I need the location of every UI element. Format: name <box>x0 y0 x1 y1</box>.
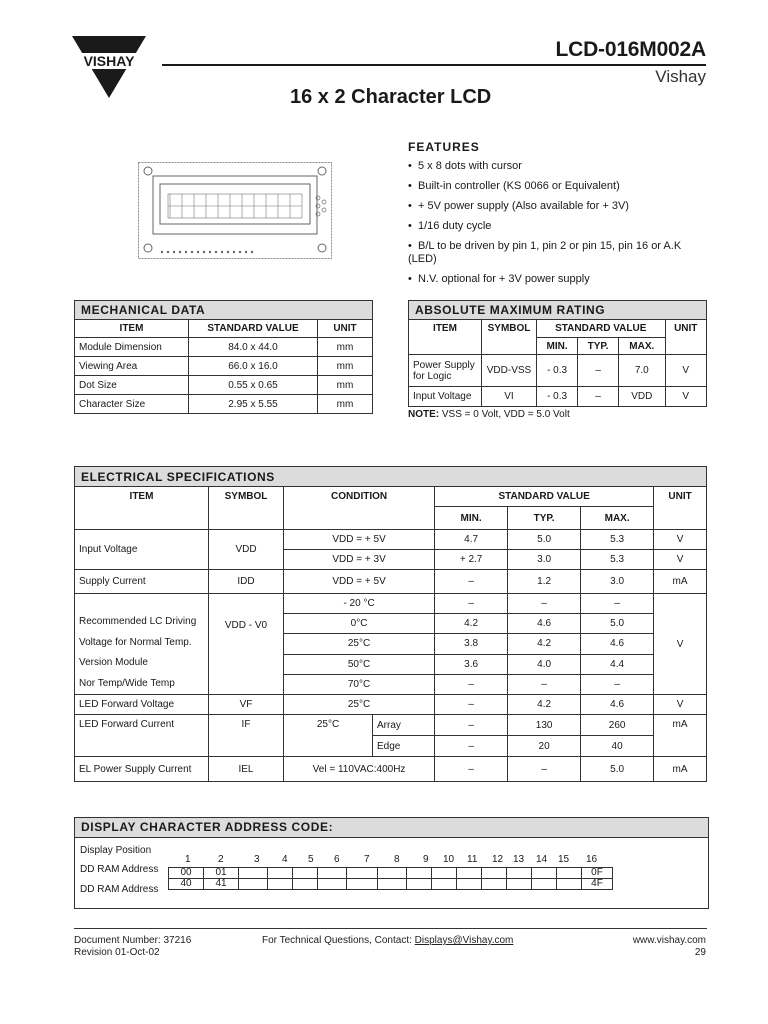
page-number: 29 <box>694 947 706 958</box>
position-number: 2 <box>218 854 224 865</box>
position-number: 6 <box>334 854 340 865</box>
cell: VDD = + 5V <box>284 530 435 550</box>
col-header: UNIT <box>654 487 707 530</box>
cell: 1.2 <box>508 570 581 594</box>
position-number: 1 <box>185 854 191 865</box>
cell: LED Forward Current <box>75 715 209 757</box>
features-heading: FEATURES <box>408 140 480 154</box>
col-header: ITEM <box>75 320 189 338</box>
cell: mA <box>654 570 707 594</box>
position-number: 8 <box>394 854 400 865</box>
address-cell <box>378 868 407 879</box>
mechanical-data-title: MECHANICAL DATA <box>75 301 373 320</box>
cell: IF <box>209 715 284 757</box>
address-cell: 01 <box>204 868 239 879</box>
table-row <box>409 387 707 407</box>
cell: 4.4 <box>581 654 654 674</box>
cell: - 0.3 <box>537 355 578 387</box>
col-header: ITEM <box>75 487 209 530</box>
cell: IEL <box>209 757 284 782</box>
feature-item: • Built-in controller (KS 0066 or Equivalent) <box>408 180 620 192</box>
ddram-row1-label: DD RAM Address <box>80 864 159 875</box>
address-cell: 00 <box>169 868 204 879</box>
cell: – <box>435 674 508 694</box>
cell: 4.6 <box>508 614 581 634</box>
electrical-specs-table <box>74 466 707 782</box>
cell: 2.95 x 5.55 <box>189 395 318 414</box>
cell: 0°C <box>284 614 435 634</box>
cell: mm <box>318 338 373 357</box>
cell <box>75 594 209 695</box>
col-header: MAX. <box>619 338 665 355</box>
cell: 3.8 <box>435 634 508 654</box>
cell: IDD <box>209 570 284 594</box>
address-cell: 41 <box>204 879 239 890</box>
cell: 4.0 <box>508 654 581 674</box>
address-cell <box>347 868 378 879</box>
address-cell <box>507 879 532 890</box>
cell: LED Forward Voltage <box>75 695 209 715</box>
ddram-row2-label: DD RAM Address <box>80 884 159 895</box>
cell: Viewing Area <box>75 357 189 376</box>
contact-line <box>262 935 513 946</box>
cell: – <box>581 594 654 614</box>
address-cell <box>347 879 378 890</box>
cell: – <box>435 736 508 757</box>
lc-item-line: Version Module <box>79 657 148 668</box>
table-row <box>75 695 707 715</box>
cell: Vel = 110VAC:400Hz <box>284 757 435 782</box>
cell: V <box>665 355 706 387</box>
position-number: 4 <box>282 854 288 865</box>
cell: – <box>578 355 619 387</box>
cell: - 0.3 <box>537 387 578 407</box>
absolute-note <box>408 409 570 420</box>
cell: 4.2 <box>508 695 581 715</box>
cell: mm <box>318 395 373 414</box>
cell: VDD <box>619 387 665 407</box>
address-cell <box>407 879 432 890</box>
feature-item: • 1/16 duty cycle <box>408 220 492 232</box>
address-cell <box>532 868 557 879</box>
lc-item-line: Nor Temp/Wide Temp <box>79 677 175 689</box>
address-cell <box>457 879 482 890</box>
address-cell <box>507 868 532 879</box>
position-number: 15 <box>558 854 570 865</box>
cell: 66.0 x 16.0 <box>189 357 318 376</box>
address-cell <box>532 879 557 890</box>
cell: 25°C <box>284 634 435 654</box>
address-cell <box>482 868 507 879</box>
address-cell <box>457 868 482 879</box>
table-row <box>75 530 707 550</box>
cell: 0.55 x 0.65 <box>189 376 318 395</box>
cell: 5.0 <box>581 614 654 634</box>
address-cell <box>432 868 457 879</box>
position-number: 3 <box>254 854 260 865</box>
lc-item-line: Voltage for Normal Temp. <box>79 636 192 648</box>
cell: Array <box>373 715 435 736</box>
position-number: 12 <box>492 854 504 865</box>
cell: mA <box>654 715 707 757</box>
cell: – <box>435 570 508 594</box>
cell: 5.3 <box>581 530 654 550</box>
cell: 40 <box>581 736 654 757</box>
col-header: ITEM <box>409 320 482 355</box>
table-row <box>75 570 707 594</box>
svg-text:VISHAY: VISHAY <box>83 53 135 69</box>
cell: 7.0 <box>619 355 665 387</box>
display-address-section <box>74 817 709 909</box>
display-address-title: DISPLAY CHARACTER ADDRESS CODE: <box>75 818 708 838</box>
address-cell <box>293 879 318 890</box>
ddram-row <box>169 868 613 879</box>
col-header: MAX. <box>581 507 654 530</box>
address-cell <box>239 879 268 890</box>
feature-item: • N.V. optional for + 3V power supply <box>408 273 590 285</box>
cell: Input Voltage <box>75 530 209 570</box>
cell: 260 <box>581 715 654 736</box>
cell: Power Supply for Logic <box>409 355 482 387</box>
cell: VDD <box>209 530 284 570</box>
address-cell <box>318 868 347 879</box>
cell: Dot Size <box>75 376 189 395</box>
website[interactable]: www.vishay.com <box>632 935 706 946</box>
cell: 4.6 <box>581 634 654 654</box>
cell: 4.7 <box>435 530 508 550</box>
address-cell <box>268 879 293 890</box>
company-name: Vishay <box>655 67 706 86</box>
col-header: MIN. <box>435 507 508 530</box>
table-row <box>409 355 707 387</box>
table-row <box>75 357 373 376</box>
col-header: TYP. <box>578 338 619 355</box>
address-cell <box>268 868 293 879</box>
mechanical-data-table <box>74 300 373 414</box>
address-cell <box>557 879 582 890</box>
position-number: 11 <box>467 854 478 865</box>
position-number: 5 <box>308 854 314 865</box>
revision: Revision 01-Oct-02 <box>74 947 160 958</box>
vishay-logo <box>72 36 146 98</box>
cell: Module Dimension <box>75 338 189 357</box>
address-cell: 40 <box>169 879 204 890</box>
cell: – <box>435 695 508 715</box>
cell: mm <box>318 357 373 376</box>
feature-item: • + 5V power supply (Also available for + 3V) <box>408 200 629 212</box>
footer-rule <box>74 928 707 929</box>
col-header: SYMBOL <box>482 320 537 355</box>
cell: 5.3 <box>581 550 654 570</box>
electrical-specs-title: ELECTRICAL SPECIFICATIONS <box>75 467 707 487</box>
cell: V <box>654 695 707 715</box>
cell: 3.6 <box>435 654 508 674</box>
col-header: MIN. <box>537 338 578 355</box>
address-cell <box>432 879 457 890</box>
contact-email-link[interactable]: Displays@Vishay.com <box>414 935 514 946</box>
position-number: 7 <box>364 854 370 865</box>
cell: 4.6 <box>581 695 654 715</box>
note-label: NOTE: <box>408 409 440 420</box>
col-header: SYMBOL <box>209 487 284 530</box>
table-row <box>75 376 373 395</box>
cell: VDD-VSS <box>482 355 537 387</box>
position-number: 9 <box>423 854 429 865</box>
absolute-max-rating-table <box>408 300 707 407</box>
cell: 25°C <box>284 695 435 715</box>
col-header: UNIT <box>665 320 706 355</box>
cell: + 2.7 <box>435 550 508 570</box>
cell: – <box>435 715 508 736</box>
position-number: 16 <box>586 854 598 865</box>
cell: V <box>654 594 707 695</box>
cell: V <box>654 550 707 570</box>
col-header: STANDARD VALUE <box>435 487 654 507</box>
cell: – <box>508 594 581 614</box>
cell: Supply Current <box>75 570 209 594</box>
col-header: STANDARD VALUE <box>189 320 318 338</box>
cell: V <box>654 530 707 550</box>
cell: VI <box>482 387 537 407</box>
cell: 5.0 <box>581 757 654 782</box>
cell: - 20 °C <box>284 594 435 614</box>
cell: EL Power Supply Current <box>75 757 209 782</box>
address-cell <box>378 879 407 890</box>
features-list <box>408 160 708 293</box>
table-row <box>75 395 373 414</box>
address-cell <box>293 868 318 879</box>
cell: mA <box>654 757 707 782</box>
cell: VDD = + 5V <box>284 570 435 594</box>
table-row <box>75 757 707 782</box>
address-cell <box>482 879 507 890</box>
lcd-module-drawing <box>138 162 332 259</box>
cell: Input Voltage <box>409 387 482 407</box>
col-header: CONDITION <box>284 487 435 530</box>
position-number: 10 <box>443 854 455 865</box>
cell: 25°C <box>284 715 373 757</box>
document-number: Document Number: 37216 <box>74 935 192 946</box>
cell: 50°C <box>284 654 435 674</box>
cell: 4.2 <box>435 614 508 634</box>
cell: – <box>435 757 508 782</box>
table-row <box>75 715 707 736</box>
absolute-max-title: ABSOLUTE MAXIMUM RATING <box>409 301 707 320</box>
contact-prefix: For Technical Questions, Contact: <box>262 935 415 946</box>
cell: 3.0 <box>581 570 654 594</box>
cell: 4.2 <box>508 634 581 654</box>
table-row <box>75 594 707 614</box>
col-header: UNIT <box>318 320 373 338</box>
table-row <box>75 338 373 357</box>
col-header: TYP. <box>508 507 581 530</box>
note-text: VSS = 0 Volt, VDD = 5.0 Volt <box>439 409 570 420</box>
col-header: STANDARD VALUE <box>537 320 666 338</box>
cell: Edge <box>373 736 435 757</box>
cell: 3.0 <box>508 550 581 570</box>
position-number: 13 <box>513 854 525 865</box>
address-cell: 0F <box>582 868 613 879</box>
cell: 70°C <box>284 674 435 694</box>
cell: mm <box>318 376 373 395</box>
address-cell <box>239 868 268 879</box>
address-cell: 4F <box>582 879 613 890</box>
position-number: 14 <box>536 854 548 865</box>
cell: V <box>665 387 706 407</box>
cell: 84.0 x 44.0 <box>189 338 318 357</box>
cell: VDD = + 3V <box>284 550 435 570</box>
cell: – <box>581 674 654 694</box>
feature-item: • B/L to be driven by pin 1, pin 2 or pin 15, pin 16 or A.K (LED) <box>408 240 682 265</box>
lc-item-line: Recommended LC Driving <box>79 616 197 627</box>
part-number: LCD-016M002A <box>555 38 706 61</box>
cell: – <box>435 594 508 614</box>
cell: – <box>508 757 581 782</box>
header-rule <box>162 64 706 66</box>
address-cell <box>407 868 432 879</box>
cell: 5.0 <box>508 530 581 550</box>
ddram-row <box>169 879 613 890</box>
cell: Character Size <box>75 395 189 414</box>
address-cell <box>318 879 347 890</box>
cell: – <box>508 674 581 694</box>
feature-item: • 5 x 8 dots with cursor <box>408 160 522 172</box>
page-title: 16 x 2 Character LCD <box>290 86 492 108</box>
cell: 20 <box>508 736 581 757</box>
display-position-label: Display Position <box>80 845 152 856</box>
cell: – <box>578 387 619 407</box>
address-cell <box>557 868 582 879</box>
cell: 130 <box>508 715 581 736</box>
cell: VF <box>209 695 284 715</box>
ddram-address-grid <box>168 867 613 890</box>
cell: VDD - V0 <box>209 594 284 695</box>
